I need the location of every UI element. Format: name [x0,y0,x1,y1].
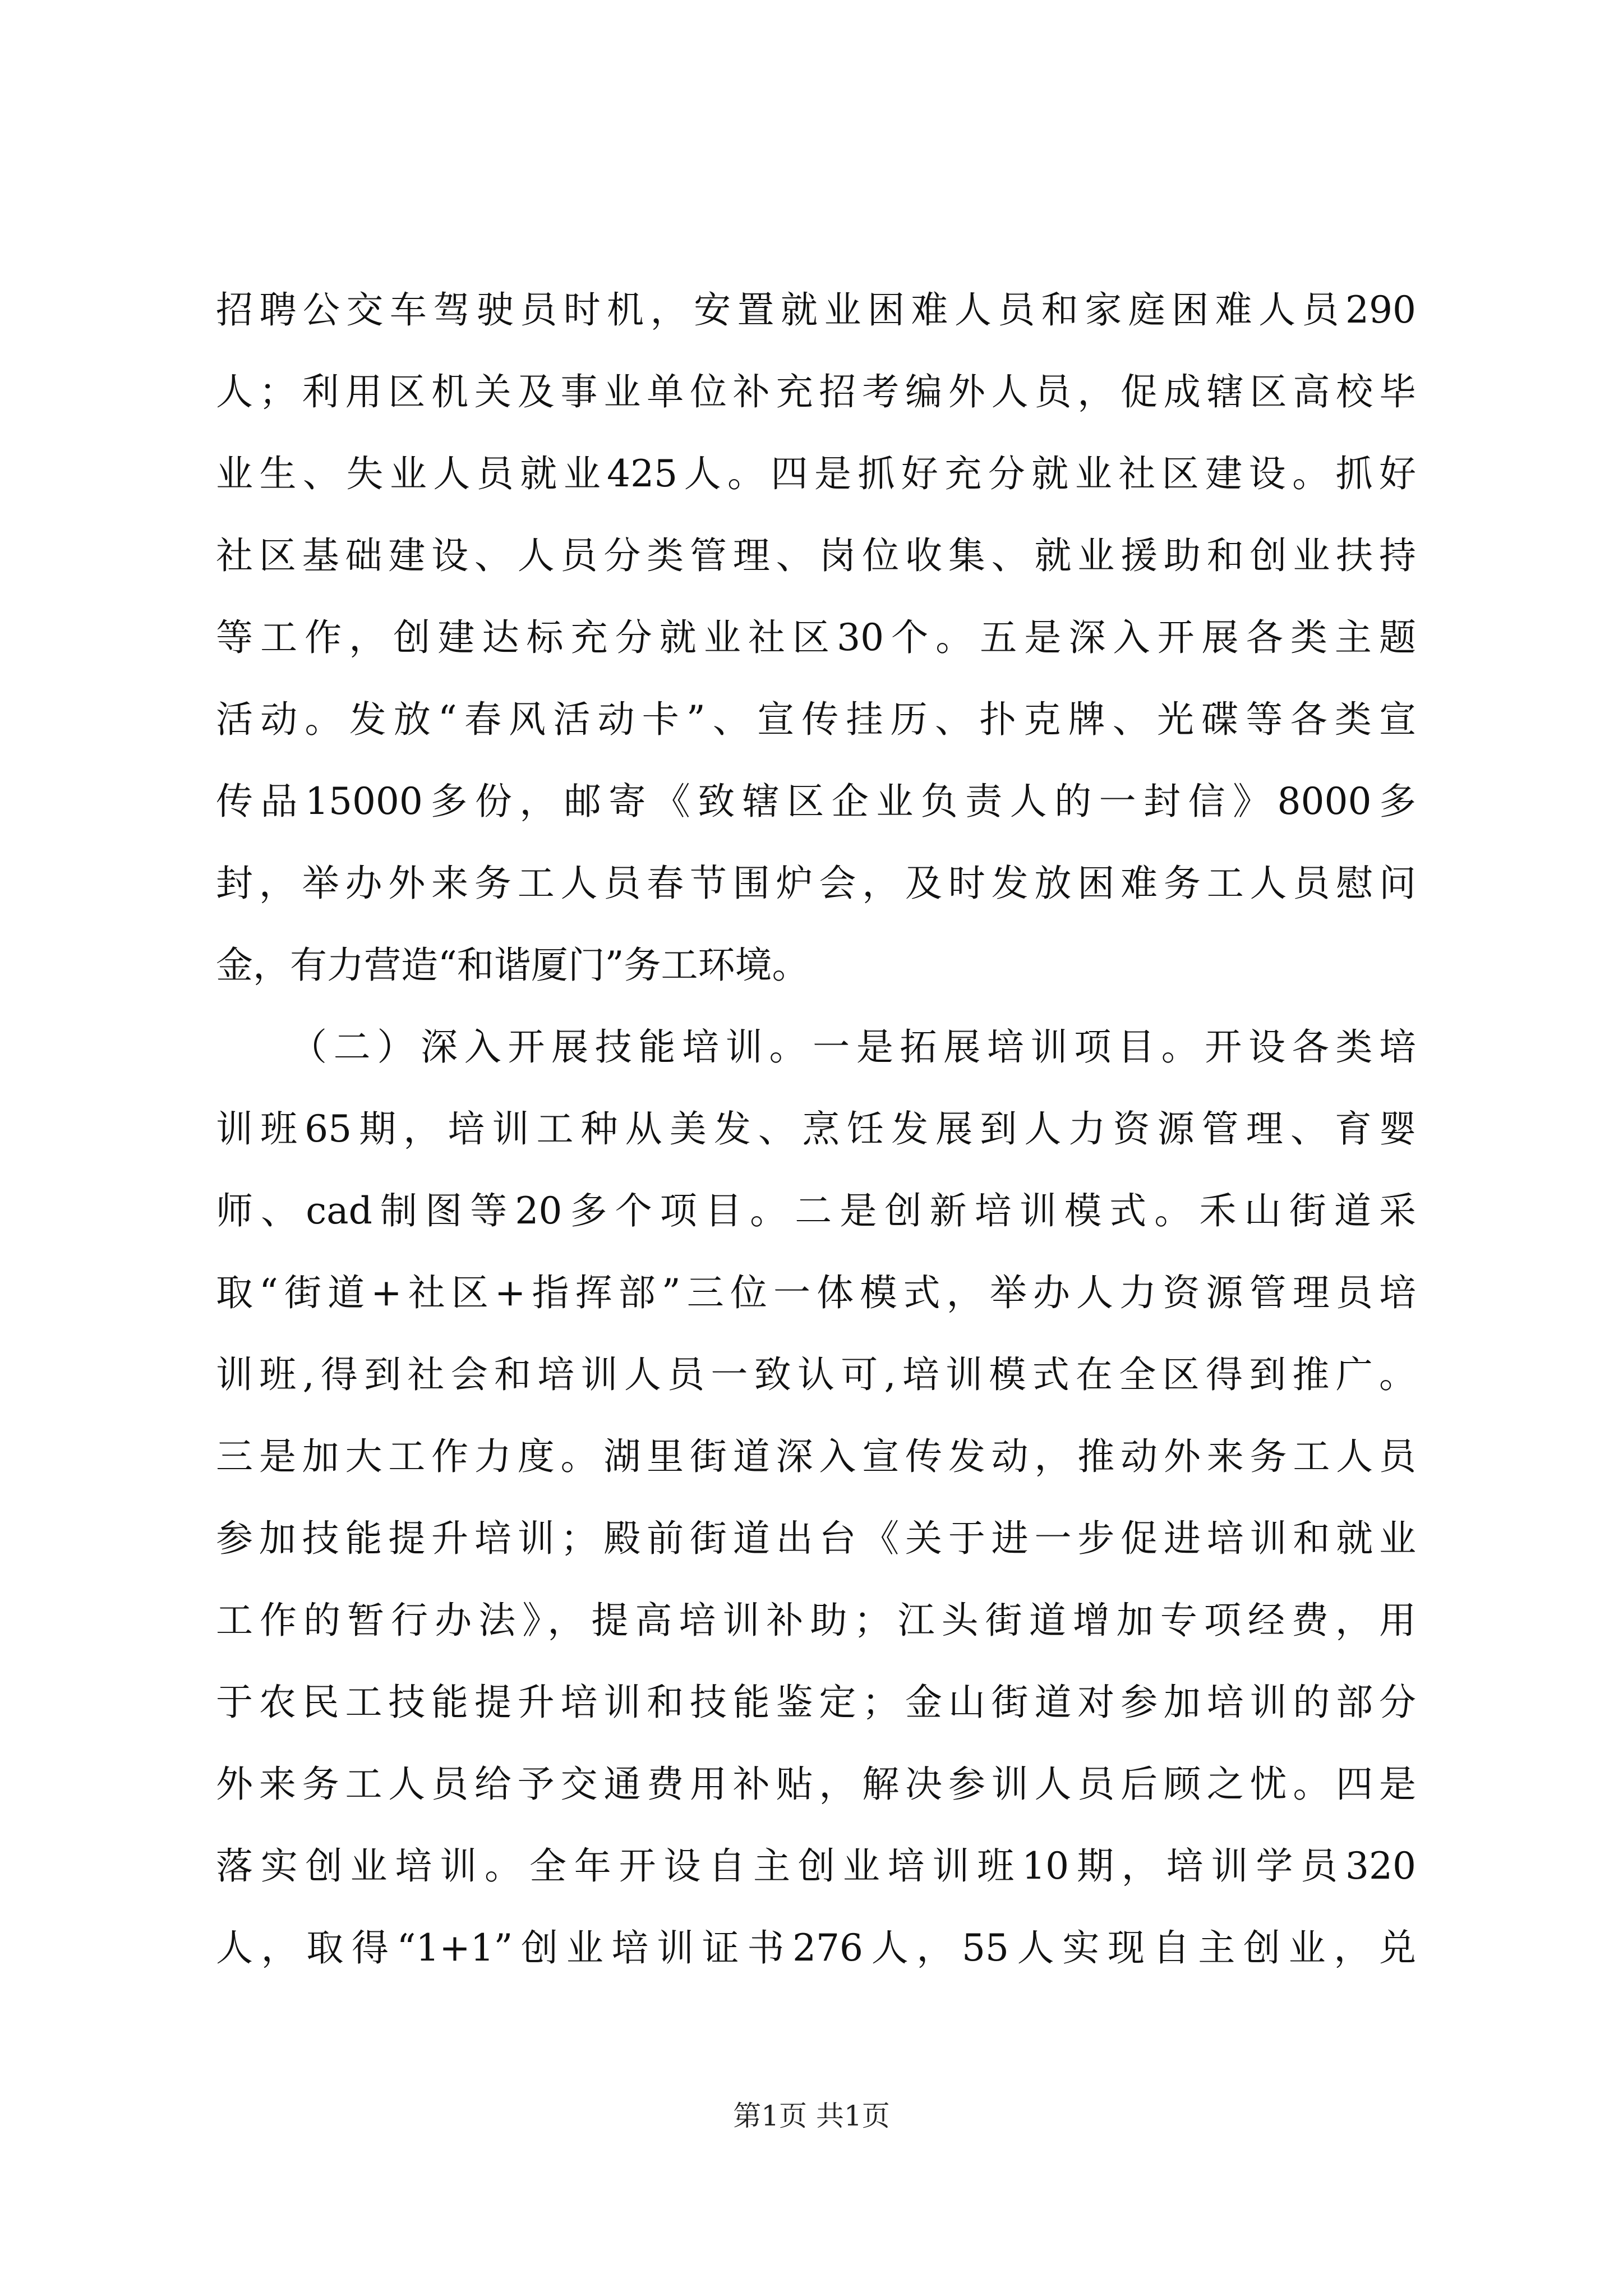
text-line: 训班65期，培训工种从美发、烹饪发展到人力资源管理、育婴 [216,1107,1416,1151]
page-number-footer: 第1页 共1页 [733,2100,890,2132]
text-line: 招聘公交车驾驶员时机，安置就业困难人员和家庭困难人员290 [216,288,1416,332]
text-line: 社区基础建设、人员分类管理、岗位收集、就业援助和创业扶持 [216,534,1416,577]
text-line: 师、cad制图等20多个项目。二是创新培训模式。禾山街道采 [216,1189,1416,1232]
text-line: 人；利用区机关及事业单位补充招考编外人员，促成辖区高校毕 [216,370,1416,413]
text-line: 人，取得“1+1”创业培训证书276人，55人实现自主创业，兑 [216,1926,1416,1970]
paragraph-start-line: （二）深入开展技能培训。一是拓展培训项目。开设各类培 [290,1025,1416,1069]
text-line: 等工作，创建达标充分就业社区30个。五是深入开展各类主题 [216,616,1416,659]
text-line: 落实创业培训。全年开设自主创业培训班10期，培训学员320 [216,1844,1416,1888]
text-line: 工作的暂行办法》，提高培训补助；江头街道增加专项经费，用 [216,1599,1416,1642]
text-line: 传品15000多份，邮寄《致辖区企业负责人的一封信》8000多 [216,780,1416,823]
text-line: 封，举办外来务工人员春节围炉会，及时发放困难务工人员慰问 [216,862,1416,905]
text-line: 活动。发放“春风活动卡”、宣传挂历、扑克牌、光碟等各类宣 [216,698,1416,741]
text-line: 参加技能提升培训；殿前街道出台《关于进一步促进培训和就业 [216,1517,1416,1560]
text-line: 取“街道+社区+指挥部”三位一体模式，举办人力资源管理员培 [216,1271,1416,1314]
text-line: 三是加大工作力度。湖里街道深入宣传发动，推动外来务工人员 [216,1435,1416,1478]
text-line: 于农民工技能提升培训和技能鉴定；金山街道对参加培训的部分 [216,1681,1416,1724]
text-line: 训班,得到社会和培训人员一致认可,培训模式在全区得到推广。 [216,1353,1416,1396]
text-line: 外来务工人员给予交通费用补贴，解决参训人员后顾之忧。四是 [216,1763,1416,1806]
text-line: 金，有力营造“和谐厦门”务工环境。 [216,944,809,987]
text-line: 业生、失业人员就业425人。四是抓好充分就业社区建设。抓好 [216,452,1416,495]
document-body [216,269,1416,1989]
